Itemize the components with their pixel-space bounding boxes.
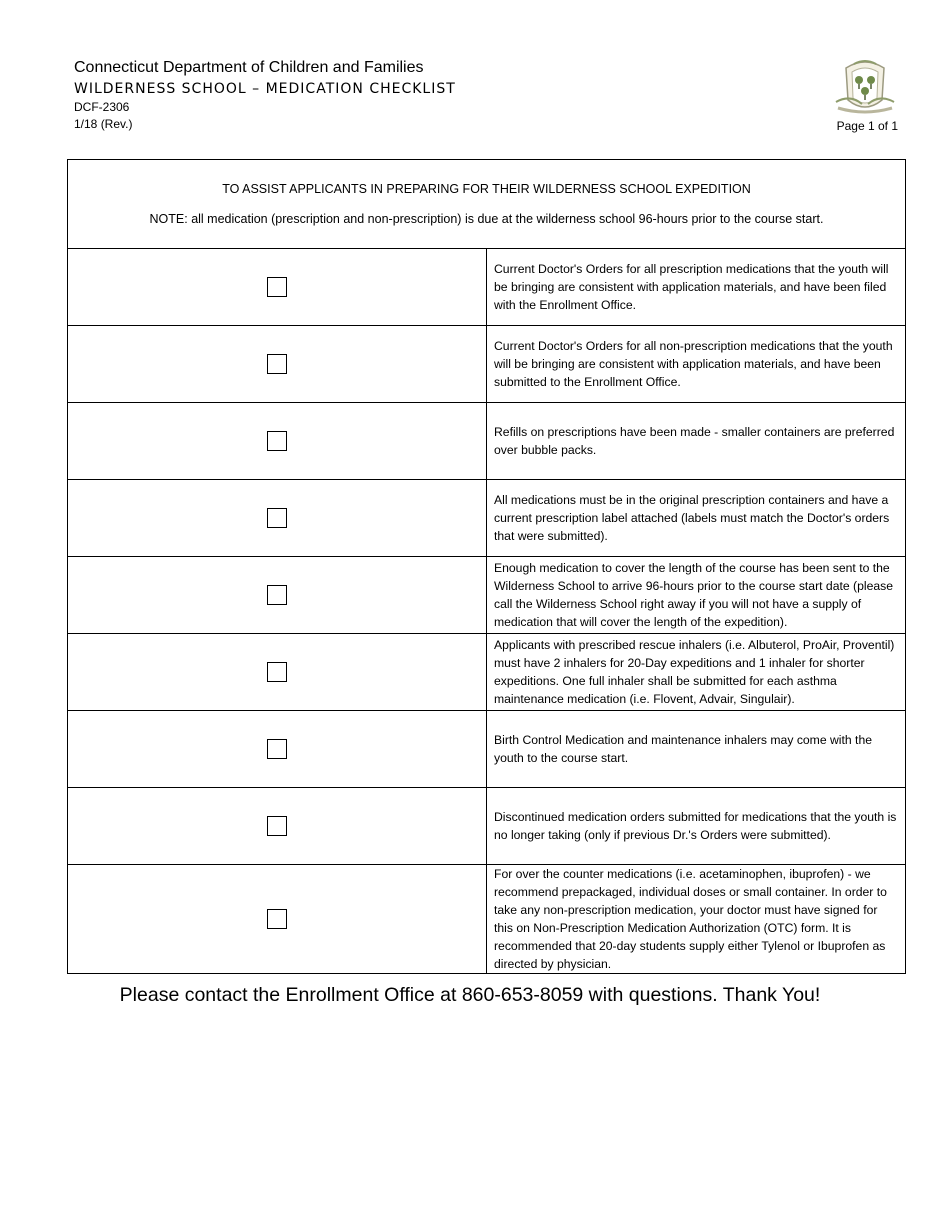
checkbox-cell [68, 788, 487, 865]
intro-cell [68, 160, 906, 249]
checkbox-cell [68, 403, 487, 480]
checkbox[interactable] [267, 816, 287, 836]
checklist-row [68, 557, 906, 634]
checkbox-cell [68, 634, 487, 711]
checkbox[interactable] [267, 662, 287, 682]
checklist-row [68, 634, 906, 711]
checklist-row [68, 326, 906, 403]
intro-note: NOTE: all medication (prescription and non-prescription) is due at the wilderness school 96-hours prior to the course start. [149, 212, 824, 226]
checkbox[interactable] [267, 739, 287, 759]
state-seal-icon [832, 58, 898, 116]
checkbox-cell [68, 249, 487, 326]
checkbox[interactable] [267, 354, 287, 374]
checkbox[interactable] [267, 585, 287, 605]
document-header [74, 58, 898, 140]
contact-footer: Please contact the Enrollment Office at 860-653-8059 with questions. Thank You! [119, 984, 821, 1006]
form-revision: 1/18 (Rev.) [74, 117, 133, 131]
checklist-item-text: Birth Control Medication and maintenance inhalers may come with the youth to the course start. [487, 711, 906, 788]
form-title: WILDERNESS SCHOOL – MEDICATION CHECKLIST [74, 81, 456, 97]
checklist-item-text: For over the counter medications (i.e. acetaminophen, ibuprofen) - we recommend prepackaged, individual doses or small container. In order to take any non-prescription medication, your doctor must have signed for this on Non-Prescription Medication Authorization (OTC) form. It is recommended that 20-day students supply either Tylenol or Ibuprofen as directed by physician. [487, 865, 906, 974]
medication-checklist-table [67, 159, 906, 974]
checklist-item-text: Current Doctor's Orders for all non-prescription medications that the youth will be bringing are consistent with application materials, and have been submitted to the Enrollment Office. [487, 326, 906, 403]
intro-row [68, 160, 906, 249]
checklist-row [68, 788, 906, 865]
checklist-item-text: Current Doctor's Orders for all prescription medications that the youth will be bringing are consistent with application materials, and have been filed with the Enrollment Office. [487, 249, 906, 326]
checkbox-cell [68, 480, 487, 557]
checkbox[interactable] [267, 909, 287, 929]
checkbox-cell [68, 865, 487, 974]
organization-name: Connecticut Department of Children and Families [74, 59, 424, 76]
checklist-item-text: Discontinued medication orders submitted for medications that the youth is no longer taking (only if previous Dr.'s Orders were submitted). [487, 788, 906, 865]
checkbox-cell [68, 326, 487, 403]
checklist-row [68, 711, 906, 788]
checklist-item-text: Refills on prescriptions have been made - smaller containers are preferred over bubble packs. [487, 403, 906, 480]
checkbox-cell [68, 711, 487, 788]
checklist-item-text: All medications must be in the original prescription containers and have a current prescription label attached (labels must match the Doctor's orders that were submitted). [487, 480, 906, 557]
checklist-item-text: Enough medication to cover the length of the course has been sent to the Wilderness School to arrive 96-hours prior to the course start date (please call the Wilderness School right away if you will not have a supply of medication that will cover the length of the expedition). [487, 557, 906, 634]
checklist-row [68, 249, 906, 326]
intro-heading: TO ASSIST APPLICANTS IN PREPARING FOR THEIR WILDERNESS SCHOOL EXPEDITION [222, 182, 751, 196]
checklist-row [68, 403, 906, 480]
checklist-row [68, 865, 906, 974]
checklist-item-text: Applicants with prescribed rescue inhalers (i.e. Albuterol, ProAir, Proventil) must have 2 inhalers for 20-Day expeditions and 1 inhaler for shorter expeditions. One full inhaler shall be submitted for each asthma maintenance medication (i.e. Flovent, Advair, Singulair). [487, 634, 906, 711]
checkbox-cell [68, 557, 487, 634]
checkbox[interactable] [267, 277, 287, 297]
checklist-row [68, 480, 906, 557]
page-number: Page 1 of 1 [836, 119, 898, 133]
form-number: DCF-2306 [74, 100, 130, 114]
checkbox[interactable] [267, 431, 287, 451]
checkbox[interactable] [267, 508, 287, 528]
